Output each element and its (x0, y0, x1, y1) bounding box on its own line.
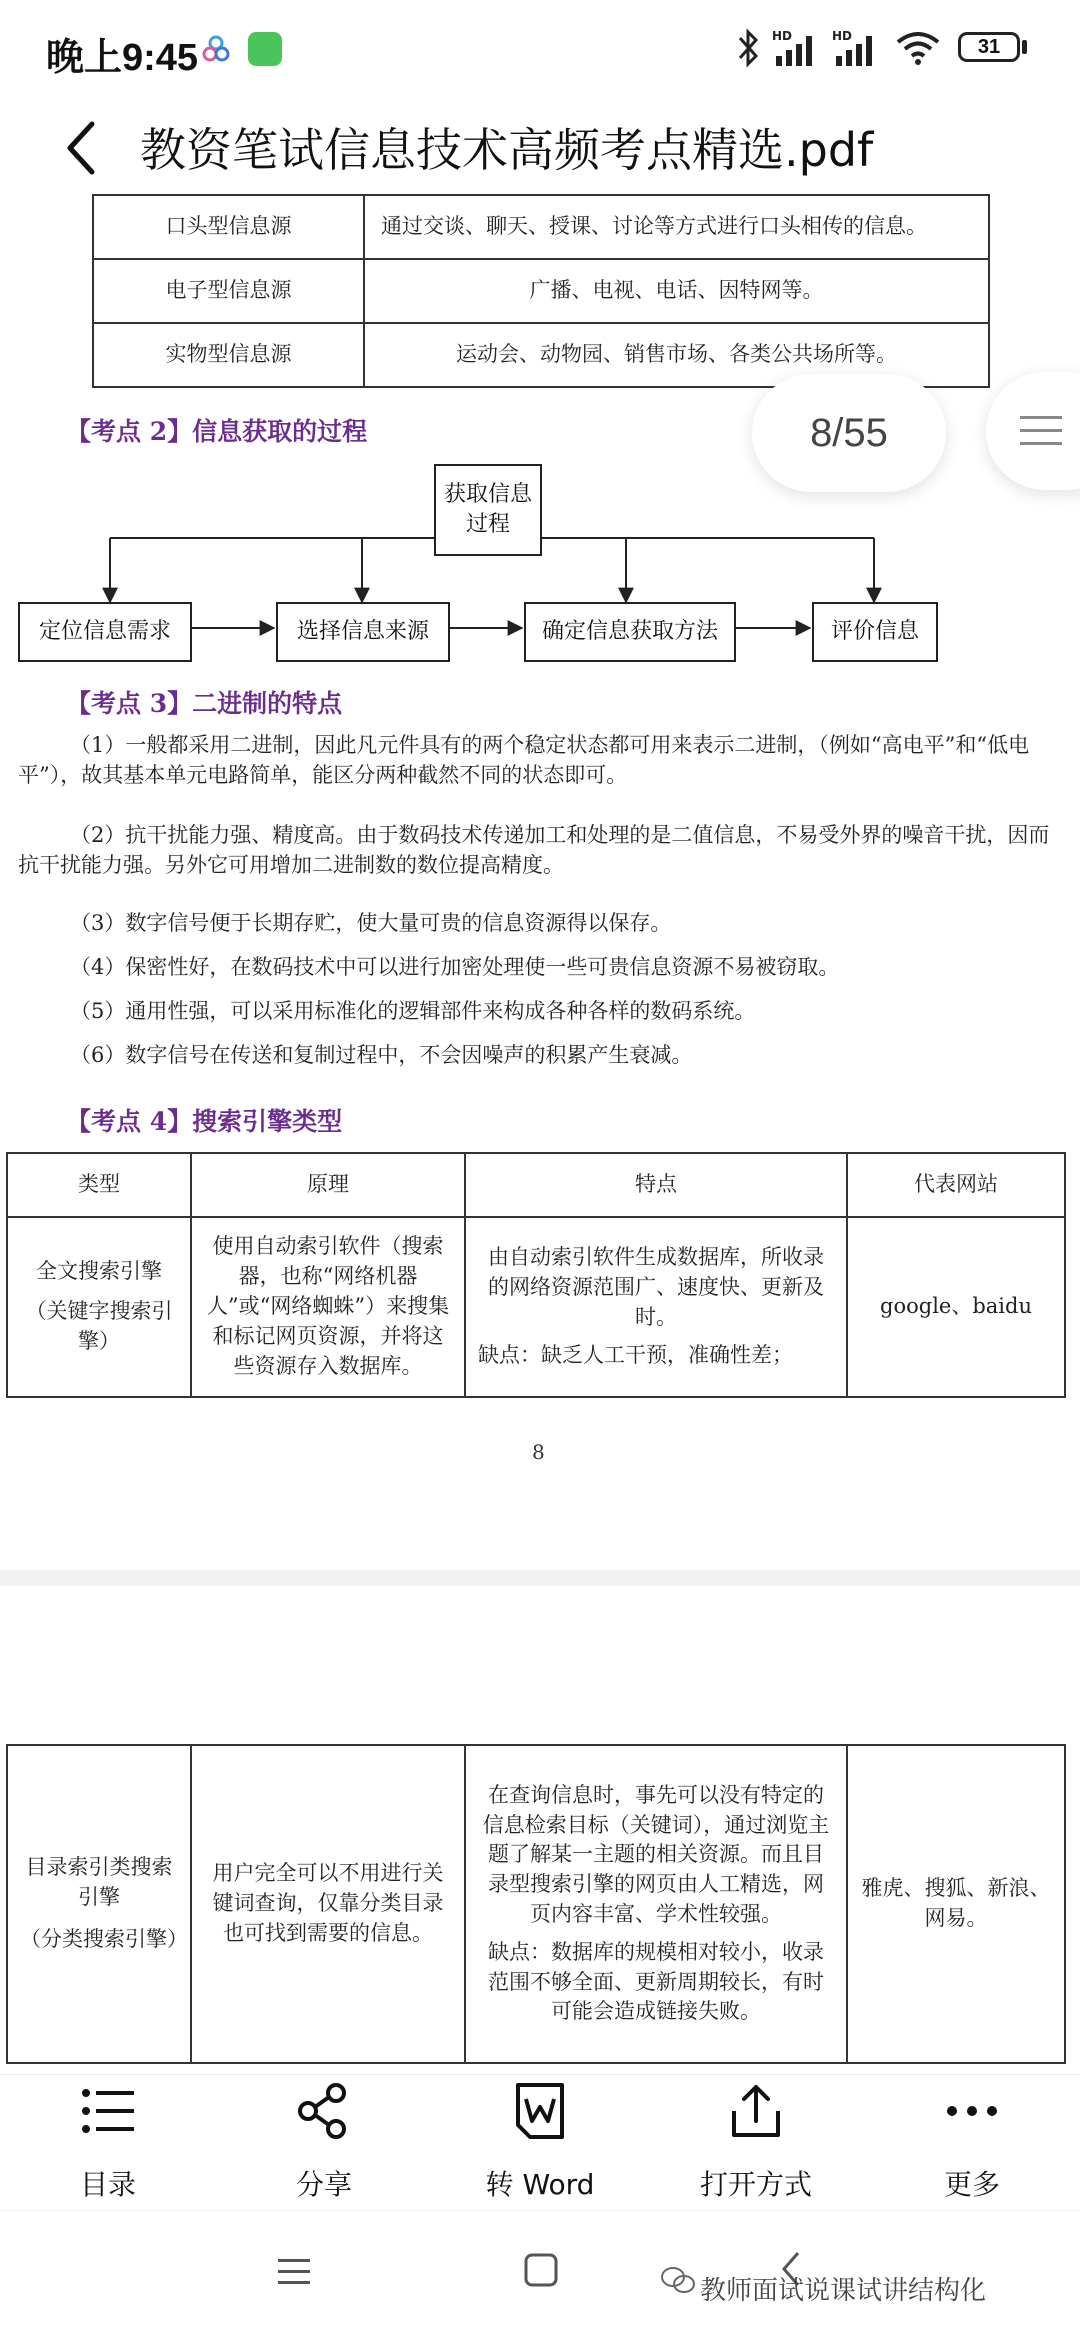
toolbar-label: 分享 (295, 2168, 352, 2201)
table-cell: 通过交谈、聊天、授课、讨论等方式进行口头相传的信息。 (364, 195, 989, 259)
more-icon (942, 2081, 1002, 2141)
document-title: 教资笔试信息技术高频考点精选.pdf (140, 123, 874, 177)
signal-2-icon (832, 28, 878, 68)
paragraph: （1）一般都采用二进制，因此凡元件具有的两个稳定状态都可用来表示二进制，（例如“高电平”和“低电平”），故其基本单元电路简单，能区分两种截然不同的状态即可。 (18, 733, 1030, 787)
open-with-icon (726, 2081, 786, 2141)
table-cell-feature (465, 1745, 847, 2063)
table-row (93, 259, 989, 323)
toolbar-label: 打开方式 (699, 2168, 812, 2201)
table-cell-type (7, 1217, 191, 1397)
toolbar-share-button[interactable] (216, 2075, 432, 2211)
table-cell: 口头型信息源 (93, 195, 364, 259)
table-cell-sites: google、baidu (847, 1217, 1065, 1397)
search-engine-table-continued (6, 1744, 1066, 2064)
flow-step-3: 确定信息获取方法 (524, 602, 736, 662)
battery-icon: 31 (958, 32, 1020, 62)
signal-1-icon (772, 28, 818, 68)
feature-con: 缺点：数据库的规模相对较小，收录范围不够全面、更新周期较长，有时可能会造成链接失败。 (488, 1939, 824, 2024)
table-cell: 电子型信息源 (93, 259, 364, 323)
table-cell-principle: 用户完全可以不用进行关键词查询，仅靠分类目录也可找到需要的信息。 (191, 1745, 465, 2063)
page-number: 8 (532, 1440, 545, 1464)
info-source-table (92, 194, 990, 388)
battery-tip (1022, 40, 1027, 54)
home-icon[interactable] (522, 2251, 560, 2289)
type-alias: （关键字搜索引擎） (25, 1299, 173, 1353)
type-name: 目录索引类搜索引擎 (25, 1855, 173, 1910)
table-header-cell: 原理 (191, 1153, 465, 1217)
hamburger-icon (1018, 408, 1064, 454)
app-notification-icon (202, 34, 230, 64)
signal-1-label: HD (772, 29, 793, 43)
toolbar-label: 更多 (943, 2168, 1000, 2201)
type-name: 全文搜索引擎 (36, 1259, 162, 1284)
share-icon (294, 2081, 354, 2141)
search-engine-table (6, 1152, 1066, 1398)
paragraph: （3）数字信号便于长期存贮，使大量可贵的信息资源得以保存。 (70, 911, 672, 935)
toolbar-open-with-button[interactable] (648, 2075, 864, 2211)
table-header-cell: 特点 (465, 1153, 847, 1217)
list-icon (78, 2081, 138, 2141)
section-heading-2: 【考点 2】信息获取的过程 (66, 417, 368, 446)
wechat-watermark-icon (660, 2265, 696, 2295)
flow-root-box: 获取信息过程 (434, 464, 542, 556)
table-row (7, 1745, 1065, 2063)
status-bar (0, 0, 1080, 100)
feature-pro: 在查询信息时，事先可以没有特定的信息检索目标（关键词），通过浏览主题了解某一主题的相关资源。而且目录型搜索引擎的网页由人工精选，网页内容丰富、学术性较强。 (482, 1782, 830, 1926)
type-alias: （分类搜索引擎） (20, 1926, 188, 1951)
table-cell-principle: 使用自动索引软件（搜索器，也称“网络机器人”或“网络蜘蛛”）来搜集和标记网页资源，并将这些资源存入数据库。 (191, 1217, 465, 1397)
paragraph: （4）保密性好，在数码技术中可以进行加密处理使一些可贵信息资源不易被窃取。 (70, 955, 840, 979)
section-heading-3: 【考点 3】二进制的特点 (66, 689, 343, 718)
recent-apps-icon[interactable] (274, 2253, 314, 2289)
table-header-cell: 类型 (7, 1153, 191, 1217)
paragraph: （6）数字信号在传送和复制过程中，不会因噪声的积累产生衰减。 (70, 1043, 693, 1067)
section-heading-4: 【考点 4】搜索引擎类型 (66, 1107, 343, 1136)
toolbar-more-button[interactable] (864, 2075, 1080, 2211)
table-cell-feature (465, 1217, 847, 1397)
page-separator (0, 1570, 1080, 1586)
bottom-toolbar (0, 2074, 1080, 2211)
back-arrow-icon[interactable] (62, 118, 102, 178)
flow-step-4: 评价信息 (812, 602, 938, 662)
status-time: 晚上9:45 (46, 37, 199, 79)
toolbar-label: 目录 (79, 2168, 136, 2201)
bluetooth-icon (736, 28, 760, 68)
flow-step-1: 定位信息需求 (18, 602, 192, 662)
toolbar-label: 转 Word (485, 2168, 595, 2201)
table-cell: 运动会、动物园、销售市场、各类公共场所等。 (364, 323, 989, 387)
wechat-app-icon (248, 32, 282, 66)
wifi-icon (894, 30, 942, 66)
feature-pro: 由自动索引软件生成数据库，所收录的网络资源范围广、速度快、更新及时。 (488, 1245, 824, 1329)
table-header-row (7, 1153, 1065, 1217)
table-cell-sites: 雅虎、搜狐、新浪、网易。 (847, 1745, 1065, 2063)
feature-con: 缺点：缺乏人工干预，准确性差； (478, 1342, 793, 1367)
paragraph: （5）通用性强，可以采用标准化的逻辑部件来构成各种各样的数码系统。 (70, 999, 756, 1023)
table-cell-type (7, 1745, 191, 2063)
table-cell: 实物型信息源 (93, 323, 364, 387)
toolbar-catalog-button[interactable] (0, 2075, 216, 2211)
toolbar-to-word-button[interactable] (432, 2075, 648, 2211)
table-cell: 广播、电视、电话、因特网等。 (364, 259, 989, 323)
signal-2-label: HD (832, 29, 853, 43)
table-row (93, 195, 989, 259)
word-icon (510, 2081, 570, 2141)
watermark-text: 教师面试说课试讲结构化 (700, 2276, 987, 2306)
table-row (7, 1217, 1065, 1397)
flow-step-2: 选择信息来源 (276, 602, 450, 662)
table-header-cell: 代表网站 (847, 1153, 1065, 1217)
page-indicator[interactable]: 8/55 (752, 374, 946, 492)
paragraph: （2）抗干扰能力强、精度高。由于数码技术传递加工和处理的是二值信息，不易受外界的噪音干扰，因而抗干扰能力强。另外它可用增加二进制数的数位提高精度。 (18, 823, 1050, 877)
app-header (0, 100, 1080, 200)
